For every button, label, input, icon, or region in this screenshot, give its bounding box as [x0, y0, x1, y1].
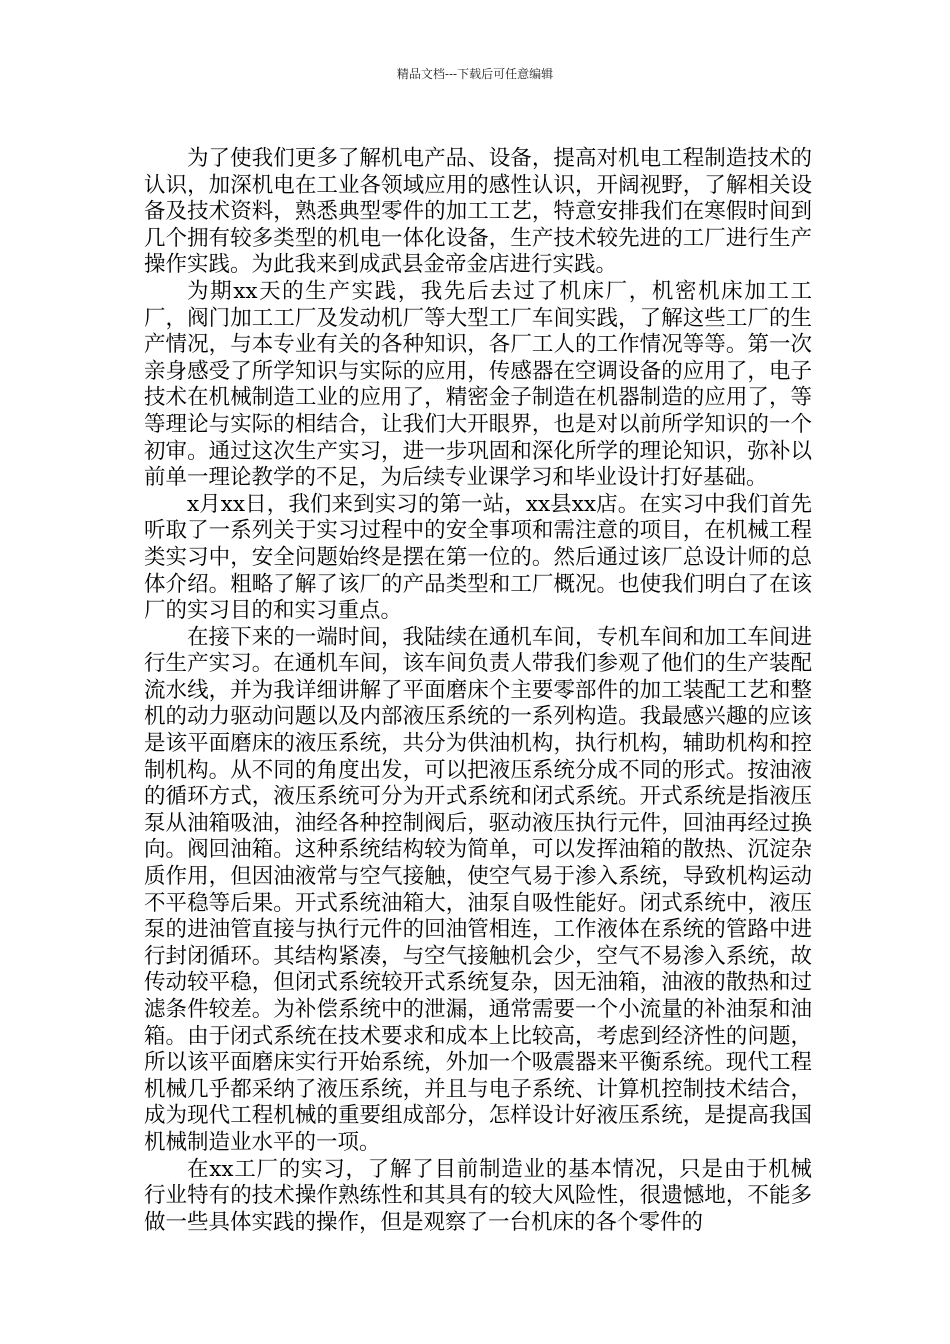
paragraph-1: 为了使我们更多了解机电产品、设备，提高对机电工程制造技术的认识，加深机电在工业各领域应用的感性认识，开阔视野，了解相关设备及技术资料，熟悉典型零件的加工工艺，特意安排我们在寒假时间到几个拥有较多类型的机电一体化设备，生产技术较先进的工厂进行生产操作实践。为此我来到成武县金帝金店进行实践。	[144, 146, 812, 278]
paragraph-5: 在xx工厂的实习，了解了目前制造业的基本情况，只是由于机械行业特有的技术操作熟练性和其具有的较大风险性，很遗憾地，不能多做一些具体实践的操作，但是观察了一台机床的各个零件的	[144, 1156, 812, 1235]
paragraph-4: 在接下来的一端时间，我陆续在通机车间，专机车间和加工车间进行生产实习。在通机车间，该车间负责人带我们参观了他们的生产装配流水线，并为我详细讲解了平面磨床个主要零部件的加工装配工艺和整机的动力驱动问题以及内部液压系统的一系列构造。我最感兴趣的应该是该平面磨床的液压系统，共分为供油机构，执行机构，辅助机构和控制机构。从不同的角度出发，可以把液压系统分成不同的形式。按油液的循环方式，液压系统可分为开式系统和闭式系统。开式系统是指液压泵从油箱吸油，油经各种控制阀后，驱动液压执行元件，回油再经过换向。阀回油箱。这种系统结构较为简单，可以发挥油箱的散热、沉淀杂质作用，但因油液常与空气接触，使空气易于渗入系统，导致机构运动不平稳等后果。开式系统油箱大，油泵自吸性能好。闭式系统中，液压泵的进油管直接与执行元件的回油管相连，工作液体在系统的管路中进行封闭循环。其结构紧凑，与空气接触机会少，空气不易渗入系统，故传动较平稳，但闭式系统较开式系统复杂，因无油箱，油液的散热和过滤条件较差。为补偿系统中的泄漏，通常需要一个小流量的补油泵和油箱。由于闭式系统在技术要求和成本上比较高，考虑到经济性的问题，所以该平面磨床实行开始系统，外加一个吸震器来平衡系统。现代工程机械几乎都采纳了液压系统，并且与电子系统、计算机控制技术结合，成为现代工程机械的重要组成部分，怎样设计好液压系统，是提高我国机械制造业水平的一项。	[144, 624, 812, 1155]
paragraph-3: x月xx日，我们来到实习的第一站，xx县xx店。在实习中我们首先听取了一系列关于实习过程中的安全事项和需注意的项目，在机械工程类实习中，安全问题始终是摆在第一位的。然后通过该厂总设计师的总体介绍。粗略了解了该厂的产品类型和工厂概况。也使我们明白了在该厂的实习目的和实习重点。	[144, 491, 812, 624]
page-header-note: 精品文档---下载后可任意编辑	[396, 67, 554, 81]
paragraph-2: 为期xx天的生产实践，我先后去过了机床厂，机密机床加工工厂，阀门加工工厂及发动机厂等大型工厂车间实践，了解这些工厂的生产情况，与本专业有关的各种知识，各厂工人的工作情况等等。第一次亲身感受了所学知识与实际的应用，传感器在空调设备的应用了，电子技术在机械制造工业的应用了，精密金子制造在机器制造的应用了，等等理论与实际的相结合，让我们大开眼界，也是对以前所学知识的一个初审。通过这次生产实习，进一步巩固和深化所学的理论知识，弥补以前单一理论教学的不足，为后续专业课学习和毕业设计打好基础。	[144, 278, 812, 491]
document-body	[144, 146, 812, 1236]
